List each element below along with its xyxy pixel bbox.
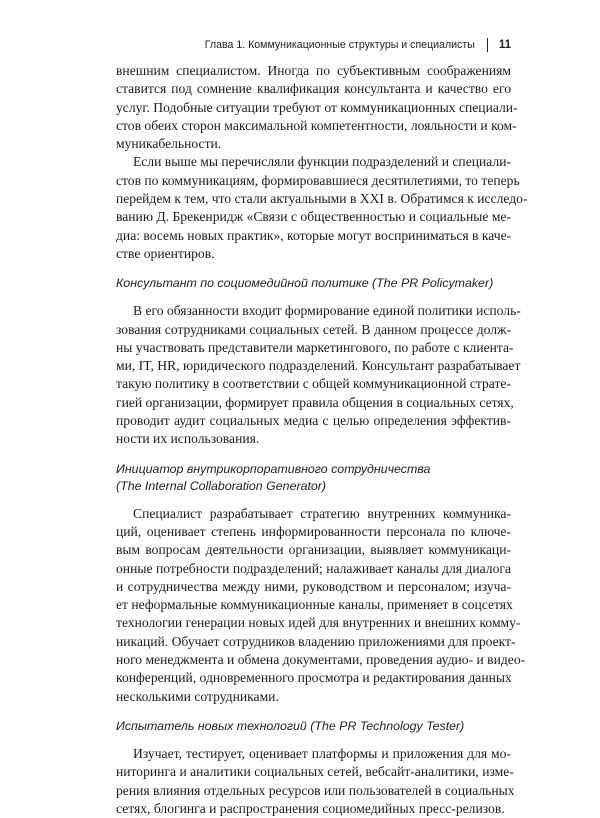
text-line: ного менеджмента и обмена документами, проведения аудио- и видео- bbox=[116, 652, 526, 668]
text-line: внешним специалистом. Иногда по субъективным соображениям bbox=[116, 63, 511, 78]
text-line: ниторинга и аналитики социальных сетей, вебсайт-аналитики, изме- bbox=[116, 764, 514, 780]
header-divider bbox=[487, 38, 488, 52]
subheading-policymaker: Консультант по социомедийной политике (The PR Policymaker) bbox=[116, 276, 494, 291]
text-line: никаций. Обучает сотрудников владению приложениями для проект- bbox=[116, 633, 516, 649]
text-line: несколькими сотрудниками. bbox=[116, 688, 279, 704]
text-line: Если выше мы перечисляли функции подразделений и специали- bbox=[133, 154, 512, 170]
text-line: и сотрудничества между ними, руководством и персоналом; изуча- bbox=[116, 578, 511, 594]
paragraph-4 bbox=[116, 505, 526, 706]
running-title: Глава 1. Коммуникационные структуры и специалисты bbox=[204, 39, 475, 51]
text-line: такую политику в соответствии с общей коммуникационной страте- bbox=[116, 376, 511, 392]
text-line: ций, оценивает степень информированности персонала по ключе- bbox=[116, 523, 511, 539]
text-line: сетях, блогинга и распространения социомедийных пресс-релизов. bbox=[116, 800, 505, 816]
page-body bbox=[116, 62, 528, 818]
text-line: ванию Д. Брекенридж «Связи с общественностью и социальные ме- bbox=[116, 209, 511, 225]
subheading-line: Инициатор внутрикорпоративного сотрудничества bbox=[116, 461, 431, 476]
text-line: ми, IT, HR, юридического подразделений. Консультант разрабатывает bbox=[116, 358, 521, 374]
text-line: муникабельности. bbox=[116, 136, 222, 152]
text-line: В его обязанности входит формирование единой политики исполь- bbox=[133, 303, 521, 319]
text-line: ставится под сомнение квалификация консультанта и качество его bbox=[116, 81, 511, 97]
text-line: вым вопросам деятельности организации, выявляет коммуникаци- bbox=[116, 542, 511, 558]
text-line: онные потребности подразделений; налаживает каналы для диалога bbox=[116, 560, 511, 576]
subheading-collaboration bbox=[116, 461, 511, 495]
page-number: 11 bbox=[498, 39, 511, 51]
subheading-technology-tester: Испытатель новых технологий (The PR Technology Tester) bbox=[116, 718, 465, 733]
subheading-line: (The Internal Collaboration Generator) bbox=[116, 478, 327, 493]
text-line: стве ориентиров. bbox=[116, 245, 215, 261]
paragraph-1 bbox=[116, 62, 518, 153]
text-line: диа: восемь новых практик», которые могут восприниматься в каче- bbox=[116, 227, 512, 243]
text-line: перейдем к тем, что стали актуальными в XXI в. Обратимся к исследо- bbox=[116, 191, 528, 207]
text-line: ны участвовать представители маркетингового, по работе с клиента- bbox=[116, 339, 514, 355]
paragraph-5 bbox=[116, 745, 515, 818]
text-line: проводит аудит социальных медиа с целью определения эффектив- bbox=[116, 413, 511, 429]
paragraph-3 bbox=[116, 302, 521, 448]
text-line: Специалист разрабатывает стратегию внутренних коммуника- bbox=[133, 505, 511, 521]
text-line: ет неформальные коммуникационные каналы, применяет в соцсетях bbox=[116, 597, 513, 613]
text-line: конференций, одновременного просмотра и редактирования данных bbox=[116, 670, 512, 686]
text-line: услуг. Подобные ситуации требуют от коммуникационных специали- bbox=[116, 99, 518, 115]
text-line: ности их использования. bbox=[116, 431, 260, 447]
text-line: технологии генерации новых идей для внутренних и внешних комму- bbox=[116, 615, 521, 631]
text-line: Изучает, тестирует, оценивает платформы и приложения для мо- bbox=[133, 745, 511, 761]
text-line: рения влияния отдельных ресурсов или пользователей в социальных bbox=[116, 782, 515, 798]
paragraph-2 bbox=[116, 153, 528, 263]
running-header bbox=[0, 38, 511, 52]
text-line: стов по коммуникациям, формировавшиеся десятилетиями, то теперь bbox=[116, 172, 520, 188]
text-line: зования сотрудниками социальных сетей. В данном процессе долж- bbox=[116, 321, 511, 337]
text-line: гией организации, формирует правила общения в социальных сетях, bbox=[116, 394, 514, 410]
text-line: стов обеих сторон максимальной компетентности, лояльности и ком- bbox=[116, 117, 517, 133]
